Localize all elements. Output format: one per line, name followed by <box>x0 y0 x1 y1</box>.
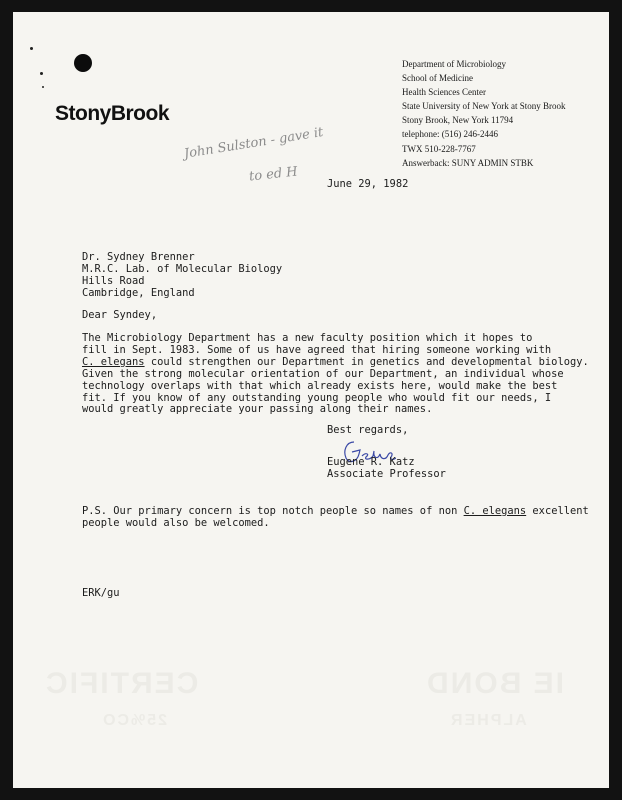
signature-block <box>327 457 446 481</box>
show-through-mark: CERTIFIC <box>44 667 199 700</box>
signer-name: Eugene R. Katz <box>327 456 415 468</box>
body-line: C. elegans could strengthen our Department in genetics and developmental biology. <box>82 355 589 368</box>
show-through-mark: ALPHER <box>449 712 527 729</box>
address-line: School of Medicine <box>402 73 473 84</box>
address-line: telephone: (516) 246-2446 <box>402 129 498 140</box>
letter-body <box>82 333 589 416</box>
address-line: Health Sciences Center <box>402 87 486 98</box>
letter-page <box>13 12 609 788</box>
body-line: The Microbiology Department has a new faculty position which it hopes to <box>82 332 533 344</box>
recipient-line: Dr. Sydney Brenner <box>82 251 195 263</box>
recipient-line: Hills Road <box>82 274 145 287</box>
body-line: fit. If you know of any outstanding young people who would fit our needs, I <box>82 391 552 404</box>
salutation: Dear Syndey, <box>82 309 158 321</box>
paper-speck <box>30 47 33 50</box>
address-line: Answerback: SUNY ADMIN STBK <box>402 157 534 168</box>
species-name: C. elegans <box>463 505 527 517</box>
recipient-line: M.R.C. Lab. of Molecular Biology <box>82 262 283 275</box>
body-line: Given the strong molecular orientation of our Department, an individual whose <box>82 367 564 380</box>
postscript <box>82 506 589 530</box>
body-line: fill in Sept. 1983. Some of us have agreed that hiring someone working with <box>82 343 552 356</box>
closing: Best regards, <box>327 424 409 436</box>
ps-line: P.S. Our primary concern is top notch people so names of non C. elegans excellent <box>82 505 589 517</box>
reference-initials: ERK/gu <box>82 587 120 599</box>
body-line: would greatly appreciate your passing along their names. <box>82 403 433 416</box>
letter-date: June 29, 1982 <box>327 178 409 190</box>
address-line: Stony Brook, New York 11794 <box>402 115 514 126</box>
ps-line: people would also be welcomed. <box>82 516 270 529</box>
show-through-mark: 25%CO <box>101 712 168 729</box>
signer-title: Associate Professor <box>327 467 446 480</box>
address-line: State University of New York at Stony Brook <box>402 101 566 112</box>
handwritten-note: to ed H <box>248 164 299 185</box>
species-name: C. elegans <box>82 355 145 368</box>
handwritten-note: John Sulston - gave it <box>183 124 325 162</box>
paper-speck <box>40 72 43 75</box>
address-line: Department of Microbiology <box>402 59 506 69</box>
letterhead-address <box>402 57 566 170</box>
binder-hole <box>74 54 92 72</box>
recipient-address <box>82 252 282 300</box>
university-logo: StonyBrook <box>55 102 170 125</box>
paper-speck <box>42 86 44 88</box>
address-line: TWX 510-228-7767 <box>402 143 476 154</box>
recipient-line: Cambridge, England <box>82 286 195 299</box>
show-through-mark: IE BOND <box>425 667 565 700</box>
body-line: technology overlaps with that which already exists here, would make the best <box>82 379 558 392</box>
